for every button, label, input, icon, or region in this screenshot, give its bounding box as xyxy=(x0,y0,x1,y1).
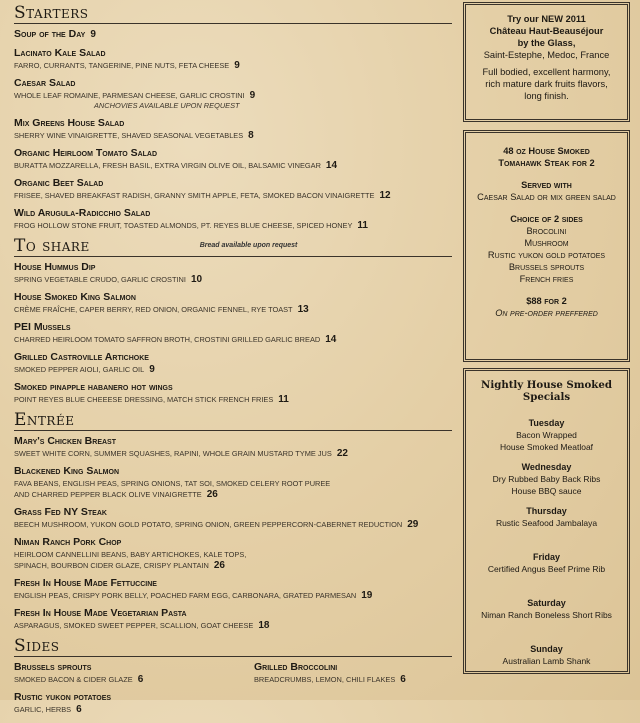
nightly-title: Nightly House Smoked Specials xyxy=(481,379,612,403)
item-price: 12 xyxy=(379,190,391,201)
menu-item xyxy=(14,691,254,715)
special-dish: Certified Angus Beef Prime Rib xyxy=(487,564,606,574)
item-description-text: GARLIC, HERBS xyxy=(14,705,72,714)
item-name-text: Fresh In House Made Fettuccine xyxy=(14,577,157,589)
menu-item xyxy=(14,435,452,459)
day-name: Thursday xyxy=(526,506,567,516)
menu-item xyxy=(14,351,452,375)
nightly-specials-box xyxy=(463,368,630,674)
item-name-text: Wild Arugula-Radicchio Salad xyxy=(14,207,151,219)
item-description xyxy=(14,160,452,171)
item-description xyxy=(14,130,452,141)
item-name xyxy=(14,47,452,60)
item-description xyxy=(14,560,452,571)
special-dish: House Smoked Meatloaf xyxy=(499,442,594,452)
menu-item xyxy=(14,177,452,201)
nightly-day-special xyxy=(466,505,627,529)
item-name-text: Rustic yukon potatoes xyxy=(14,691,112,703)
menu-item xyxy=(14,291,452,315)
item-description xyxy=(14,620,452,631)
menu-item xyxy=(14,607,452,631)
item-price: 9 xyxy=(249,90,256,101)
section-items xyxy=(14,661,452,721)
steak-side-option: Brussels sprouts xyxy=(508,262,585,272)
item-price: 11 xyxy=(278,394,289,405)
item-price: 6 xyxy=(400,674,406,685)
item-price: 6 xyxy=(76,704,82,715)
item-description-text: SPRING VEGETABLE CRUDO, GARLIC CROSTINI xyxy=(14,275,186,284)
menu-item xyxy=(14,577,452,601)
item-name xyxy=(14,177,452,190)
item-name xyxy=(14,261,452,274)
item-price: 9 xyxy=(90,29,96,40)
item-price: 29 xyxy=(407,519,419,530)
item-description-text: BREADCRUMBS, LEMON, CHILI FLAKES xyxy=(254,675,396,684)
nightly-day-special xyxy=(466,551,627,575)
item-description-text: SWEET WHITE CORN, SUMMER SQUASHES, RAPINI, WHOLE GRAIN MUSTARD TYME JUS xyxy=(14,449,332,458)
special-dish: Dry Rubbed Baby Back Ribs xyxy=(492,474,601,484)
section-title: Entrée xyxy=(14,410,75,430)
menu-section xyxy=(14,411,452,631)
item-name-text: Lacinato Kale Salad xyxy=(14,47,106,59)
item-name xyxy=(14,536,452,549)
wine-notes: Full bodied, excellent harmony, xyxy=(482,67,611,77)
item-description xyxy=(14,90,452,101)
steak-note: On pre-order preffered xyxy=(495,308,598,318)
menu-item xyxy=(14,536,452,571)
item-description xyxy=(14,334,452,345)
item-description-text: FARRO, CURRANTS, TANGERINE, PINE NUTS, FETA CHEESE xyxy=(14,61,230,70)
item-name-text: Grass Fed NY Steak xyxy=(14,506,107,518)
nightly-day-special xyxy=(466,461,627,497)
item-price: 11 xyxy=(357,220,368,231)
menu-item xyxy=(14,321,452,345)
section-header xyxy=(14,637,452,657)
item-name-text: Grilled Broccolini xyxy=(254,661,338,673)
item-name-text: Grilled Castroville Artichoke xyxy=(14,351,149,363)
menu-item xyxy=(14,381,452,405)
item-name xyxy=(14,291,452,304)
item-name xyxy=(14,147,452,160)
item-name xyxy=(14,117,452,130)
item-name xyxy=(14,577,452,590)
item-description-text: POINT REYES BLUE CHEEESE DRESSING, MATCH STICK FRENCH FRIES xyxy=(14,395,274,404)
item-name xyxy=(14,381,452,394)
day-name: Saturday xyxy=(527,598,566,608)
day-name: Friday xyxy=(532,552,560,562)
item-name xyxy=(254,661,452,674)
menu-section xyxy=(14,637,452,721)
special-dish: House BBQ sauce xyxy=(511,486,582,496)
item-description xyxy=(14,478,452,489)
item-name-text: Niman Ranch Pork Chop xyxy=(14,536,122,548)
item-price: 14 xyxy=(325,160,338,171)
item-name-text: Brussels sprouts xyxy=(14,661,92,673)
menu-item xyxy=(14,147,452,171)
item-name xyxy=(14,77,452,90)
item-price: 14 xyxy=(325,334,337,345)
item-description xyxy=(14,60,452,71)
item-description xyxy=(14,220,452,231)
item-description-text: BEECH MUSHROOM, YUKON GOLD POTATO, SPRING ONION, GREEN PEPPERCORN-CABERNET REDUCTION xyxy=(14,520,403,529)
item-description xyxy=(14,489,452,500)
item-description xyxy=(14,448,452,459)
item-description-text: CHARRED HEIRLOOM TOMATO SAFFRON BROTH, CROSTINI GRILLED GARLIC BREAD xyxy=(14,335,321,344)
served-with: Caesar Salad or mix green salad xyxy=(477,192,616,202)
nightly-day-special xyxy=(466,417,627,453)
item-description-text: WHOLE LEAF ROMAINE, PARMESAN CHEESE, GARLIC CROSTINI xyxy=(14,91,245,100)
item-description-text: CRÈME FRAÎCHE, CAPER BERRY, RED ONION, ORGANIC FENNEL, RYE TOAST xyxy=(14,305,293,314)
item-name-text: House Hummus Dip xyxy=(14,261,96,273)
steak-title: Tomahawk Steak for 2 xyxy=(498,158,595,168)
section-note: Bread available upon request xyxy=(199,242,298,249)
item-price: 26 xyxy=(213,560,225,571)
item-description xyxy=(14,674,254,685)
section-items xyxy=(14,261,452,405)
section-title: Sides xyxy=(14,636,60,656)
special-dish: Rustic Seafood Jambalaya xyxy=(495,518,598,528)
wine-notes: long finish. xyxy=(524,91,569,101)
steak-side-option: Brocolini xyxy=(526,226,567,236)
item-name xyxy=(14,207,452,220)
item-name xyxy=(14,435,452,448)
nightly-day-special xyxy=(466,643,627,667)
item-description xyxy=(14,190,452,201)
item-price: 13 xyxy=(297,304,309,315)
section-items xyxy=(14,435,452,631)
item-description-text: ASPARAGUS, SMOKED SWEET PEPPER, SCALLION, GOAT CHEESE xyxy=(14,621,254,630)
item-name-text: Organic Beet Salad xyxy=(14,177,104,189)
steak-price: $88 for 2 xyxy=(526,296,567,306)
item-description xyxy=(14,304,452,315)
item-description-text: AND CHARRED PEPPER BLACK OLIVE VINAIGRETTE xyxy=(14,490,202,499)
item-name-text: House Smoked King Salmon xyxy=(14,291,136,303)
section-title: To share xyxy=(14,236,90,256)
item-name-text: Blackened King Salmon xyxy=(14,465,119,477)
served-with-label: Served with xyxy=(521,180,572,190)
item-name-text: Smoked pinapple habanero hot wings xyxy=(14,381,173,393)
item-description-text: ENGLISH PEAS, CRISPY PORK BELLY, POACHED FARM EGG, CARBONARA, GRATED PARMESAN xyxy=(14,591,357,600)
section-header xyxy=(14,411,452,431)
item-name xyxy=(14,661,254,674)
item-description xyxy=(14,590,452,601)
item-price: 19 xyxy=(361,590,373,601)
item-description-text: BURATTA MOZZARELLA, FRESH BASIL, EXTRA VIRGIN OLIVE OIL, BALSAMIC VINEGAR xyxy=(14,161,321,170)
item-description xyxy=(14,364,452,375)
wine-line3: by the Glass, xyxy=(517,38,576,48)
item-description xyxy=(254,674,452,685)
item-name-text: Mix Greens House Salad xyxy=(14,117,125,129)
menu-item xyxy=(14,47,452,71)
item-description-text: SMOKED BACON & CIDER GLAZE xyxy=(14,675,133,684)
item-name xyxy=(14,351,452,364)
item-name-text: Fresh In House Made Vegetarian Pasta xyxy=(14,607,187,619)
item-price: 6 xyxy=(137,674,144,685)
item-description-text: SMOKED PEPPER AIOLI, GARLIC OIL xyxy=(14,365,145,374)
item-price: 8 xyxy=(248,130,254,141)
special-dish: Bacon Wrapped xyxy=(516,430,577,440)
wine-region: Saint-Estephe, Medoc, France xyxy=(483,50,610,60)
steak-side-option: Mushroom xyxy=(524,238,569,248)
item-name-text: Soup of the Day xyxy=(14,28,86,40)
choice-label: Choice of 2 sides xyxy=(510,214,583,224)
item-price: 22 xyxy=(336,448,348,459)
item-name-text: Caesar Salad xyxy=(14,77,76,89)
item-description xyxy=(14,274,452,285)
wine-name: Château Haut-Beauséjour xyxy=(489,26,604,36)
item-name xyxy=(14,321,452,334)
item-description-text: SPINACH, BOURBON CIDER GLAZE, CRISPY PLANTAIN xyxy=(14,561,209,570)
section-header xyxy=(14,4,452,24)
item-description-text: FAVA BEANS, ENGLISH PEAS, SPRING ONIONS, TAT SOI, SMOKED CELERY ROOT PUREE xyxy=(14,479,331,488)
item-price: 26 xyxy=(206,489,218,500)
item-name xyxy=(14,691,254,704)
section-title: Starters xyxy=(14,3,89,23)
steak-side-option: French fries xyxy=(519,274,574,284)
menu-item xyxy=(14,207,452,231)
item-description-text: FRISEE, SHAVED BREAKFAST RADISH, GRANNY SMITH APPLE, FETA, SMOKED BACON VINAIGRETTE xyxy=(14,191,375,200)
item-name xyxy=(14,28,452,41)
menu-main-column xyxy=(14,4,452,723)
item-price: 18 xyxy=(258,620,270,631)
item-description xyxy=(14,549,452,560)
menu-item xyxy=(14,661,254,685)
day-name: Wednesday xyxy=(521,462,572,472)
menu-item xyxy=(14,117,452,141)
wine-feature-box xyxy=(463,2,630,122)
menu-item xyxy=(254,661,452,685)
wine-line1: Try our NEW 2011 xyxy=(507,14,586,24)
menu-item xyxy=(14,261,452,285)
item-price: 9 xyxy=(149,364,155,375)
item-price: 9 xyxy=(234,60,240,71)
item-description xyxy=(14,519,452,530)
item-price: 10 xyxy=(190,274,203,285)
item-description-text: SHERRY WINE VINAIGRETTE, SHAVED SEASONAL VEGETABLES xyxy=(14,131,244,140)
item-note: ANCHOVIES AVAILABLE UPON REQUEST xyxy=(94,101,240,110)
item-description-text: FROG HOLLOW STONE FRUIT, TOASTED ALMONDS, PT. REYES BLUE CHEESE, SPICED HONEY xyxy=(14,221,353,230)
day-name: Tuesday xyxy=(528,418,565,428)
section-items xyxy=(14,28,452,231)
menu-item xyxy=(14,28,452,41)
item-description-text: HEIRLOOM CANNELLINI BEANS, BABY ARTICHOKES, KALE TOPS, xyxy=(14,550,247,559)
tomahawk-steak-box xyxy=(463,130,630,362)
item-name xyxy=(14,607,452,620)
menu-item xyxy=(14,77,452,111)
item-name-text: PEI Mussels xyxy=(14,321,71,333)
menu-section xyxy=(14,4,452,231)
steak-side-option: Rustic yukon gold potatoes xyxy=(487,250,606,260)
day-name: Sunday xyxy=(530,644,563,654)
menu-section xyxy=(14,237,452,405)
special-dish: Niman Ranch Boneless Short Ribs xyxy=(481,610,612,620)
menu-item xyxy=(14,465,452,500)
steak-title: 48 oz House Smoked xyxy=(503,146,590,156)
item-description xyxy=(14,394,452,405)
special-dish: Australian Lamb Shank xyxy=(502,656,591,666)
item-description xyxy=(14,704,254,715)
wine-notes: rich mature dark fruits flavors, xyxy=(485,79,608,89)
item-name-text: Mary's Chicken Breast xyxy=(14,435,116,447)
nightly-day-special xyxy=(466,597,627,621)
item-name-text: Organic Heirloom Tomato Salad xyxy=(14,147,158,159)
item-name xyxy=(14,506,452,519)
menu-item xyxy=(14,506,452,530)
section-header xyxy=(14,237,452,257)
item-name xyxy=(14,465,452,478)
